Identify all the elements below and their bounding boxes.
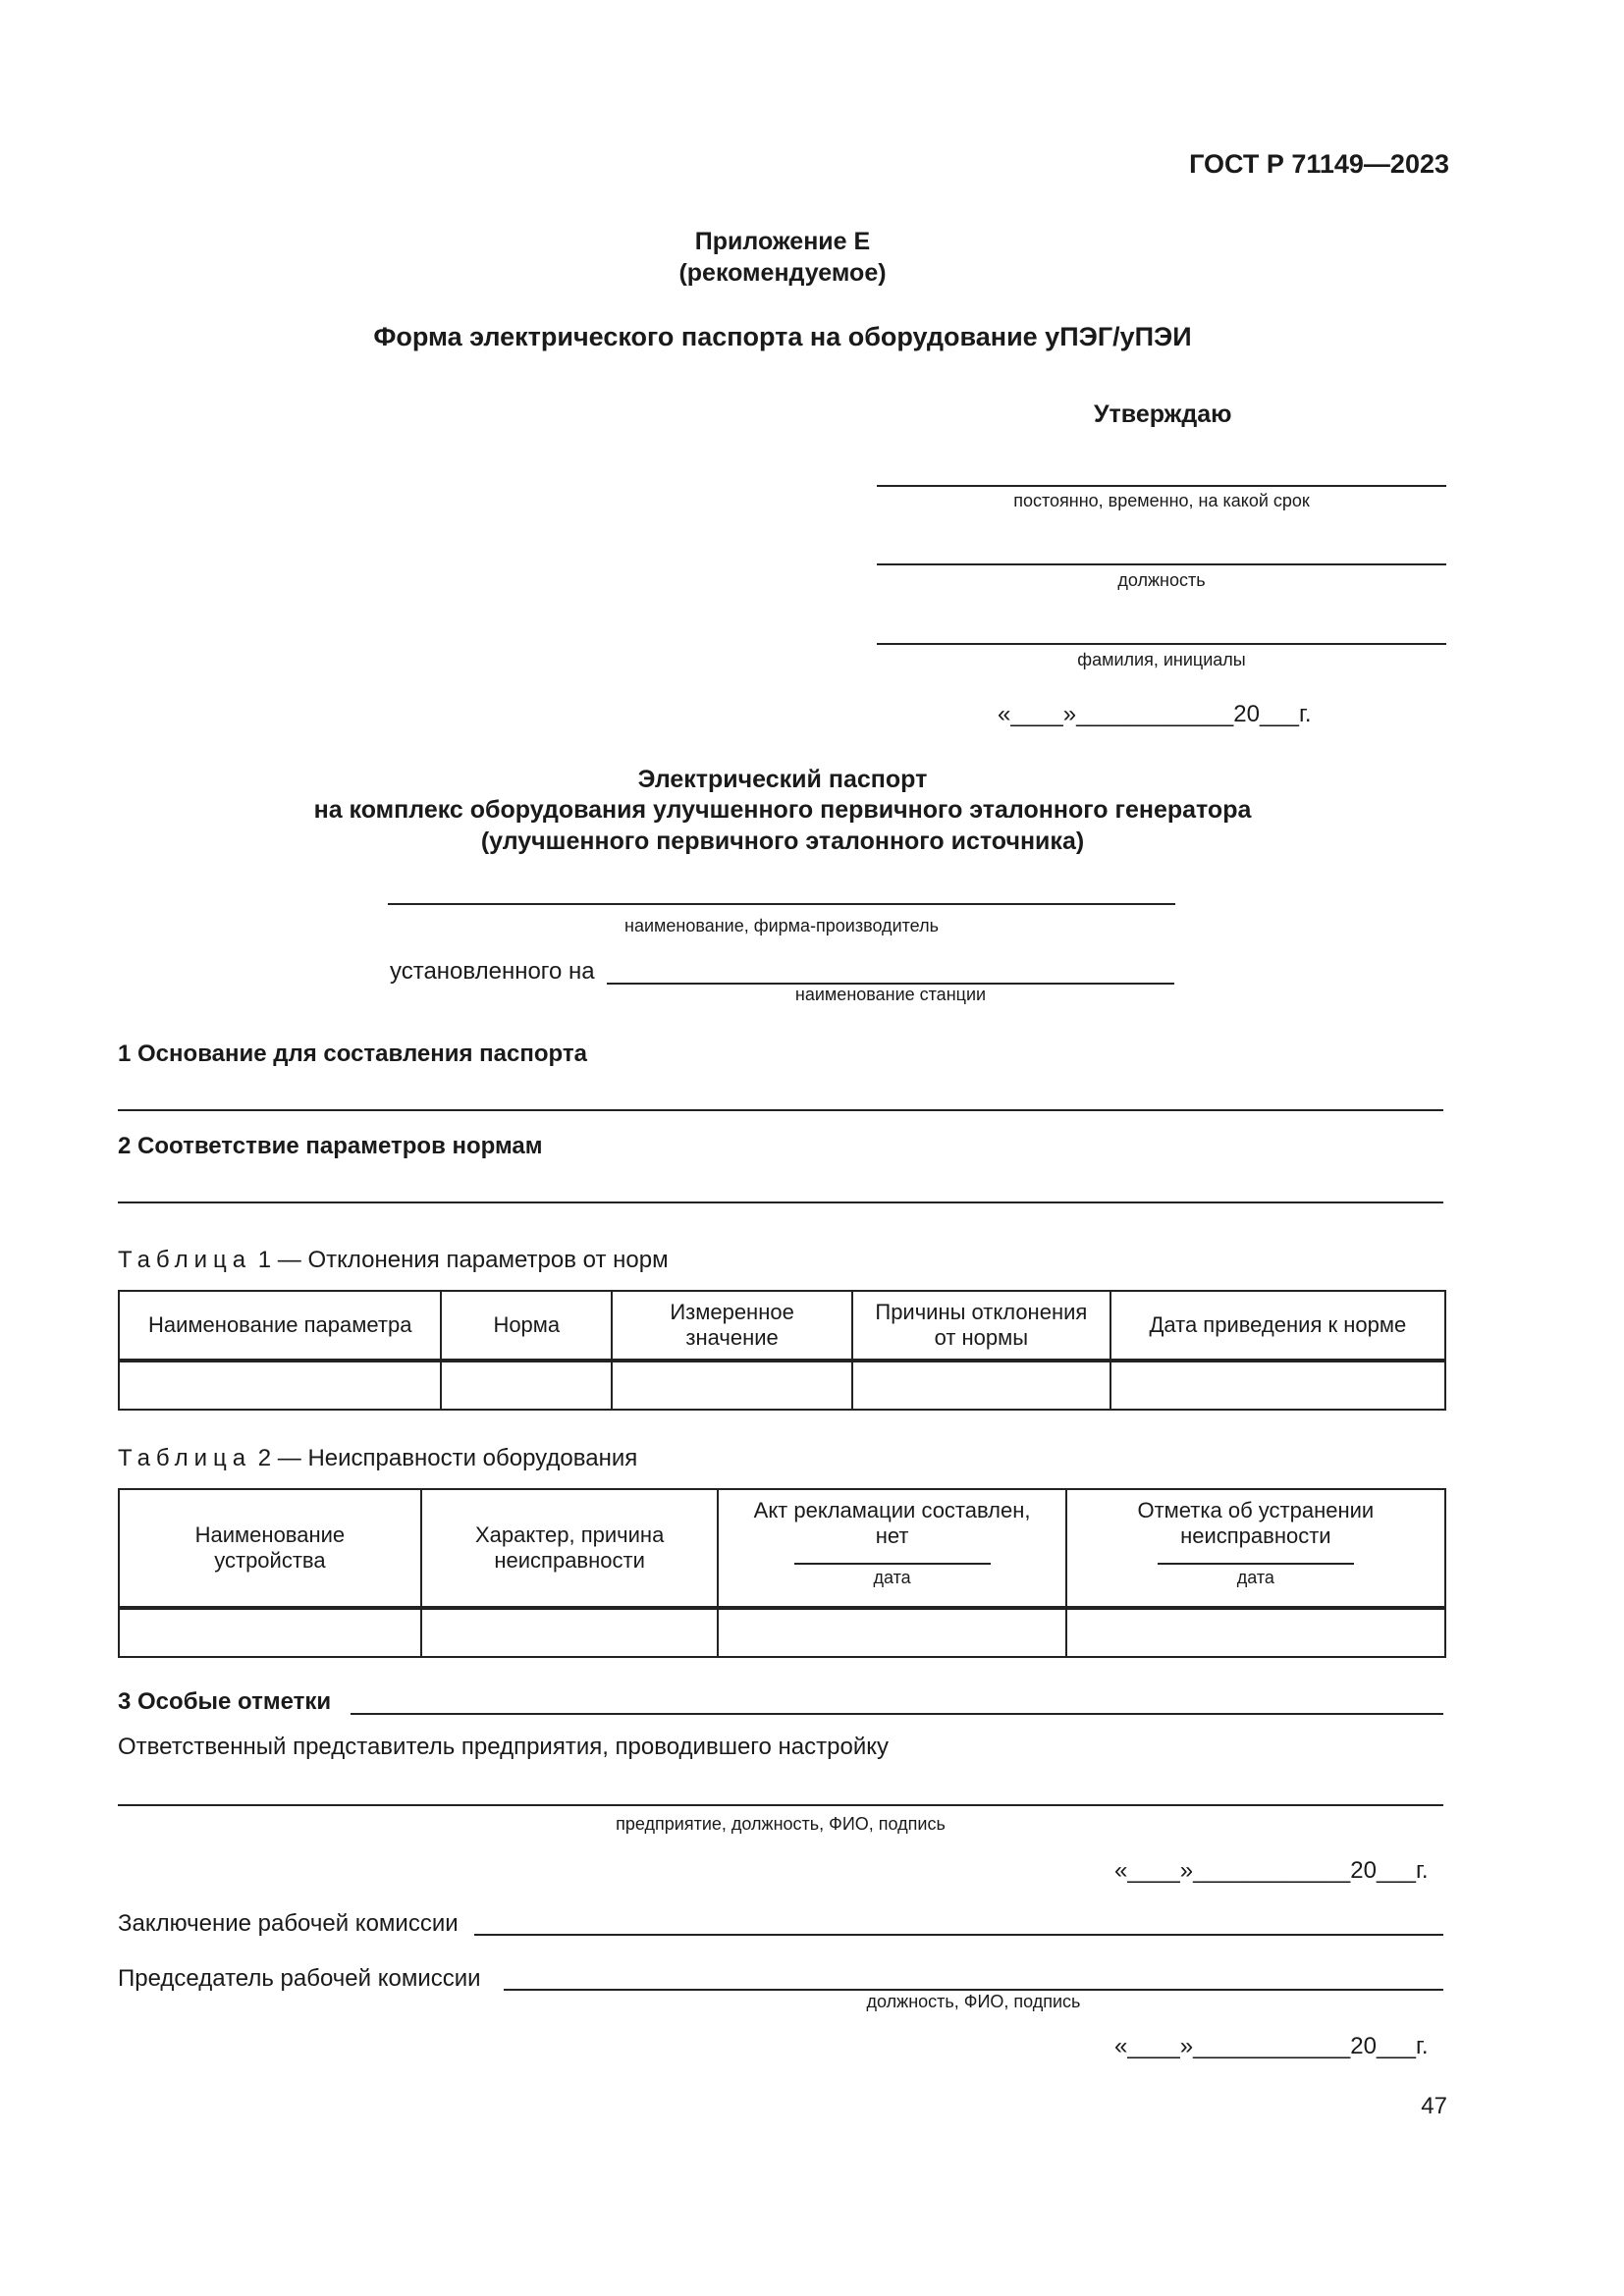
passport-title-line1: Электрический паспорт xyxy=(637,766,928,793)
conclusion-line xyxy=(474,1934,1443,1936)
approval-term-line xyxy=(877,485,1446,487)
appendix-status: (рекомендуемое) xyxy=(678,259,887,287)
table1-cell[interactable] xyxy=(852,1361,1110,1410)
page-number: 47 xyxy=(1421,2093,1447,2119)
section1-line xyxy=(118,1109,1443,1111)
table2-caption-rest: 2 — Неисправности оборудования xyxy=(257,1445,638,1471)
station-caption: наименование станции xyxy=(794,985,987,1004)
table1-header-cell: Дата приведения к норме xyxy=(1110,1291,1445,1361)
approval-term-caption: постоянно, временно, на какой срок xyxy=(1013,491,1310,510)
approval-position-line xyxy=(877,563,1446,565)
table1-header-cell: Норма xyxy=(441,1291,612,1361)
table1-header-cell: Причины отклонения от нормы xyxy=(852,1291,1110,1361)
appendix-title: Приложение Е xyxy=(694,228,871,255)
table2-act-date-line xyxy=(794,1555,991,1565)
responsible-label: Ответственный представитель предприятия, проводившего настройку xyxy=(118,1734,890,1760)
table2-act-date-caption: дата xyxy=(873,1568,911,1587)
manufacturer-line xyxy=(388,903,1175,905)
section2-line xyxy=(118,1201,1443,1203)
document-number: ГОСТ Р 71149—2023 xyxy=(1189,149,1449,179)
approval-position-caption: должность xyxy=(1117,570,1206,590)
table2-caption xyxy=(118,1445,637,1472)
table2-fix-label: Отметка об устранении неисправности xyxy=(1137,1498,1375,1548)
table2-cell[interactable] xyxy=(119,1608,421,1657)
table2-fix-date-caption: дата xyxy=(1236,1568,1274,1587)
table1-header-cell: Измеренное значение xyxy=(612,1291,852,1361)
responsible-caption: предприятие, должность, ФИО, подпись xyxy=(616,1814,946,1834)
section3-title: 3 Особые отметки xyxy=(118,1688,332,1715)
table2-act-label: Акт рекламации составлен, нет xyxy=(753,1498,1031,1548)
table1-caption-word: Таблица xyxy=(118,1247,252,1273)
table1-header-cell: Наименование параметра xyxy=(119,1291,441,1361)
section3-line xyxy=(351,1713,1443,1715)
approval-date-line: «____»____________20___г. xyxy=(998,701,1312,727)
table1-cell[interactable] xyxy=(441,1361,612,1410)
approval-label: Утверждаю xyxy=(1094,400,1232,428)
responsible-line xyxy=(118,1804,1443,1806)
chairman-date-line: «____»____________20___г. xyxy=(1114,2033,1429,2059)
table2-cell[interactable] xyxy=(421,1608,719,1657)
table2-header-cell-fix xyxy=(1066,1489,1445,1608)
section2-title: 2 Соответствие параметров нормам xyxy=(118,1133,543,1159)
passport-title-line3: (улучшенного первичного эталонного источника) xyxy=(480,828,1085,855)
table2 xyxy=(118,1488,1446,1658)
table2-header-cell: Характер, причина неисправности xyxy=(421,1489,719,1608)
approval-name-caption: фамилия, инициалы xyxy=(1077,650,1246,669)
section1-title: 1 Основание для составления паспорта xyxy=(118,1041,587,1067)
table2-caption-word: Таблица xyxy=(118,1445,252,1471)
table2-fix-date-line xyxy=(1158,1555,1354,1565)
passport-title-line2: на комплекс оборудования улучшенного первичного эталонного генератора xyxy=(313,796,1252,824)
chairman-label: Председатель рабочей комиссии xyxy=(118,1965,481,1992)
chairman-caption: должность, ФИО, подпись xyxy=(866,1992,1081,2011)
table1-cell[interactable] xyxy=(119,1361,441,1410)
table1-caption-rest: 1 — Отклонения параметров от норм xyxy=(257,1247,669,1273)
table2-header-cell-act xyxy=(718,1489,1065,1608)
table1 xyxy=(118,1290,1446,1411)
table1-cell[interactable] xyxy=(1110,1361,1445,1410)
approval-name-line xyxy=(877,643,1446,645)
conclusion-label: Заключение рабочей комиссии xyxy=(118,1910,459,1937)
form-title: Форма электрического паспорта на оборудование уПЭГ/уПЭИ xyxy=(373,322,1192,351)
chairman-line xyxy=(504,1989,1443,1991)
table1-caption xyxy=(118,1247,669,1274)
installed-at-label: установленного на xyxy=(390,958,595,985)
manufacturer-caption: наименование, фирма-производитель xyxy=(624,916,939,935)
table1-cell[interactable] xyxy=(612,1361,852,1410)
table2-cell[interactable] xyxy=(1066,1608,1445,1657)
table2-header-cell: Наименование устройства xyxy=(119,1489,421,1608)
responsible-date-line: «____»____________20___г. xyxy=(1114,1857,1429,1884)
table2-cell[interactable] xyxy=(718,1608,1065,1657)
